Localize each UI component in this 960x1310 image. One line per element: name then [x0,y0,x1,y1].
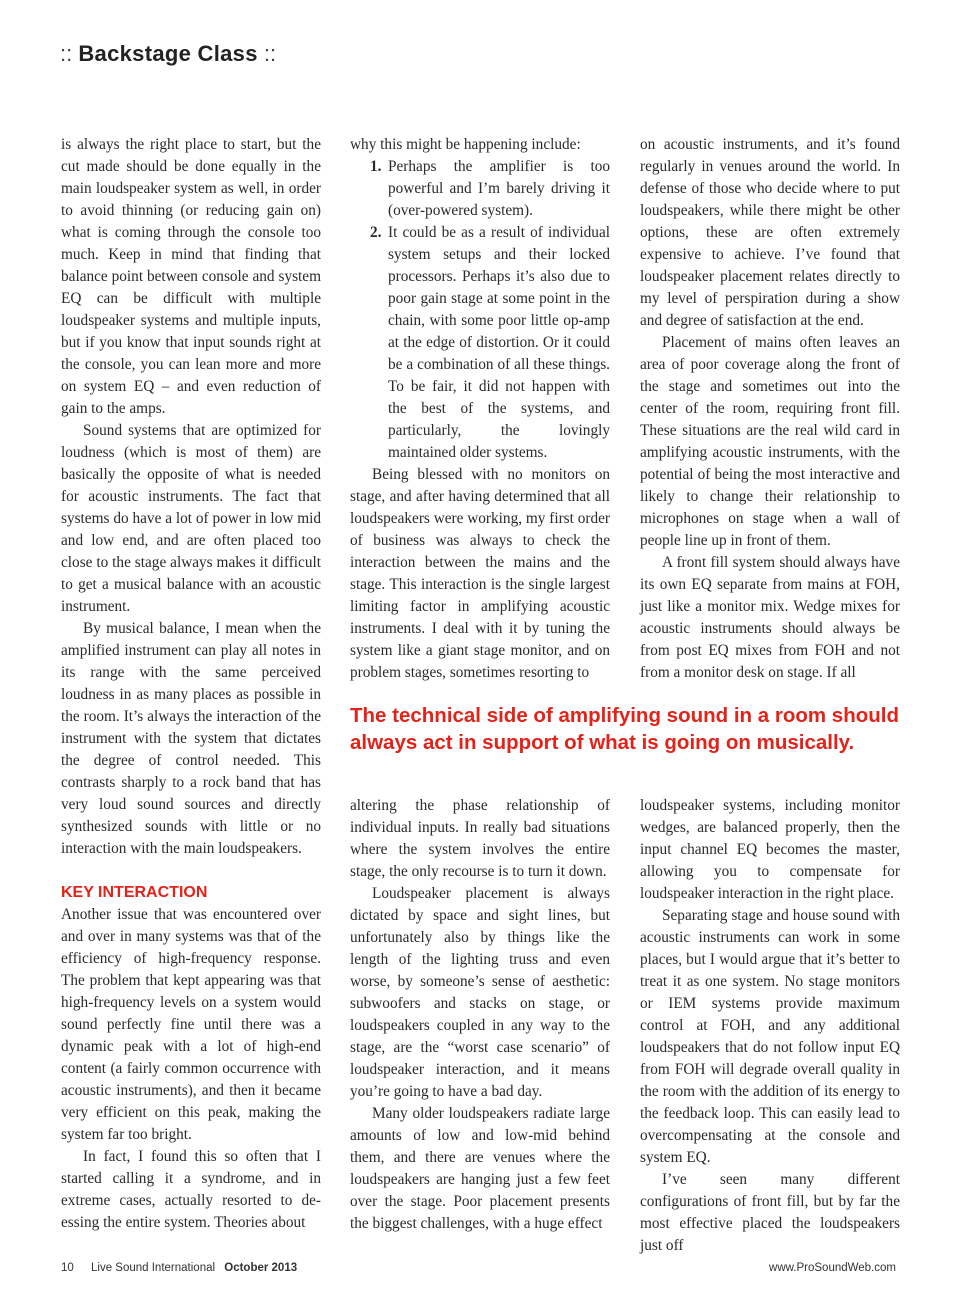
publication-name: Live Sound International [91,1262,216,1274]
paragraph: loudspeaker systems, including monitor wedges, are balanced properly, then the input channel EQ becomes the master, allowing you to compensate for loudspeaker interaction in the right place. [640,797,900,902]
paragraph: Loudspeaker placement is always dictated by space and sight lines, but unfortunately also by things like the length of the lighting truss and even worse, by someone’s sense of aesthetic: subwoofers and stacks on stage, or loudspeakers coupled in any way to the stage, are the “worst case scenario” of loudspeaker interaction, and it means you’re going to have a bad day. [350,885,610,1100]
paragraph: Separating stage and house sound with acoustic instruments can work in some places, but I would argue that it’s better to treat it as one system. No stage monitors or IEM systems provide maximum control at FOH, and any additional loudspeakers that do not follow input EQ from FOH will degrade overall quality in the room with the addition of its energy to the feedback loop. This can easily lead to overcompensating at the console and system EQ. [640,907,900,1166]
paragraph: on acoustic instruments, and it’s found regularly in venues around the world. In defense of those who decide where to put loudspeakers, while there might be other options, these are often extremely expensive to achieve. I’ve found that loudspeaker placement relates directly to my level of perspiration during a show and degree of satisfaction at the end. [640,136,900,329]
paragraph: Placement of mains often leaves an area of poor coverage along the front of the stage and sometimes out into the center of the room, requiring front fill. These situations are the real wild card in amplifying acoustic instruments, with the potential of being the most interactive and likely to change their relationship to microphones on stage when a wall of people line up in front of them. [640,334,900,549]
theories-list [350,156,610,464]
footer-left [61,1262,297,1274]
subheading-key-interaction: KEY INTERACTION [61,884,208,901]
website-url: www.ProSoundWeb.com [769,1262,896,1274]
paragraph: is always the right place to start, but the cut made should be done equally in the main loudspeaker system as well, in order to avoid thinning (or reducing gain on) what is coming through the console too much. Keep in mind that finding that balance point between console and system EQ can be difficult with multiple loudspeaker systems and multiple inputs, but if you know that input sounds right at the console, you can lean more and more on system EQ – and even reduction of gain to the amps. [61,136,321,417]
paragraph: I’ve seen many different configurations of front fill, but by far the most effective placed the loudspeakers just off [640,1171,900,1254]
column-3-continued [640,795,900,1257]
page-number: 10 [61,1262,74,1274]
issue-date: October 2013 [224,1262,298,1274]
header-prefix: :: [60,41,73,66]
section-header [60,41,276,67]
paragraph: Many older loudspeakers radiate large amounts of low and low-mid behind them, and there are venues where the loudspeakers are hanging just a few feet over the stage. Poor placement presents the biggest challenges, with a huge effect [350,1105,610,1232]
paragraph: By musical balance, I mean when the amplified instrument can play all notes in its range with the same perceived loudness in as many places as possible in the room. It’s always the interaction of the instrument with the system that dictates the degree of control needed. This contrasts sharply to a rock band that has very loud sound sources and directly synthesized sounds with little or no interaction with the main loudspeakers. [61,620,321,857]
column-3 [640,134,900,684]
list-item [350,222,610,464]
paragraph: altering the phase relationship of individual inputs. In really bad situations where the system involves the entire stage, the only recourse is to turn it down. [350,797,610,880]
paragraph: Sound systems that are optimized for loudness (which is most of them) are basically the opposite of what is needed for acoustic instruments. The fact that systems do have a lot of power in low mid and low end, and are often placed too close to the stage always makes it difficult to get a musical balance with an acoustic instrument. [61,422,321,615]
paragraph: why this might be happening include: [350,136,581,153]
header-title: Backstage Class [78,41,258,66]
list-number: 2. [370,224,382,241]
list-number: 1. [370,158,382,175]
paragraph: Being blessed with no monitors on stage, and after having determined that all loudspeakers were working, my first order of business was always to check the interaction between the mains and the stage. This interaction is the single largest limiting factor in amplifying acoustic instruments. I deal with it by tuning the system like a giant stage monitor, and on problem stages, sometimes resorting to [350,466,610,681]
list-text: It could be as a result of individual system setups and their locked processors. Perhaps it’s also due to poor gain stage at some point in the chain, with some poor little op-amp at the edge of distortion. Or it could be a combination of all these things. To be fair, it did not happen with the best of the systems, and particularly, the lovingly maintained older systems. [388,224,610,461]
column-1 [61,134,321,1234]
paragraph: A front fill system should always have its own EQ separate from mains at FOH, just like a monitor mix. Wedge mixes for acoustic instruments should always be from post EQ mixes from FOH and not from a monitor desk on stage. If all [640,554,900,681]
paragraph: Another issue that was encountered over and over in many systems was that of the efficiency of high-frequency response. The problem that kept appearing was that high-frequency levels on a system would sound perfectly fine until there was a dynamic peak with a lot of high-end content (a fairly common occurrence with acoustic instruments), and then it became very efficient on this peak, making the system far too bright. [61,906,321,1143]
paragraph: In fact, I found this so often that I started calling it a syndrome, and in extreme cases, actually resorted to de-essing the entire system. Theories about [61,1148,321,1231]
column-2-continued [350,795,610,1235]
column-2 [350,134,610,684]
pull-quote: The technical side of amplifying sound in a room should always act in support of what is going on musically. [350,704,899,754]
header-suffix: :: [263,41,277,66]
list-text: Perhaps the amplifier is too powerful and I’m barely driving it (over-powered system). [388,158,610,219]
list-item [350,156,610,222]
